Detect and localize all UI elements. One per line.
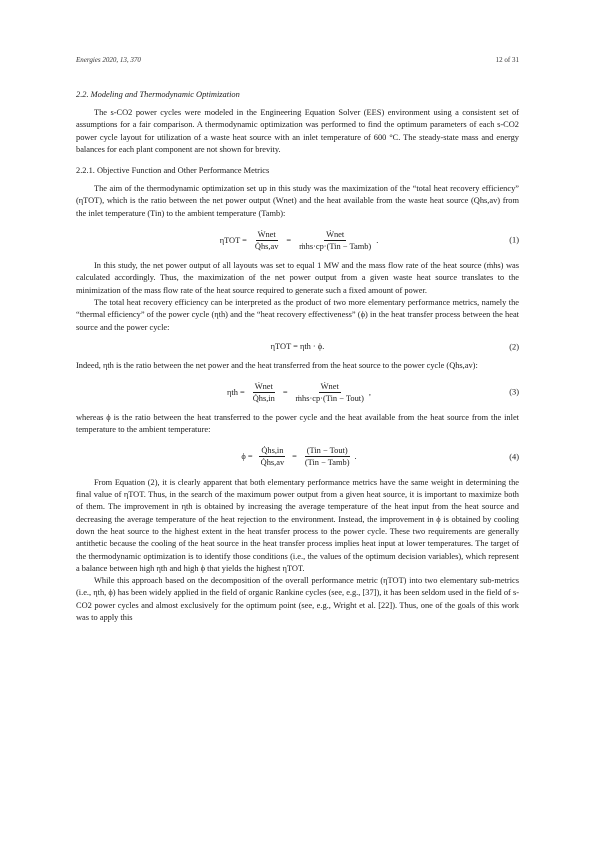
eq4-num1: Q̇hs,in [261, 446, 284, 456]
equation-2 [76, 336, 519, 358]
equation-4 [76, 439, 519, 475]
eq3-number: (3) [509, 387, 519, 397]
paragraph-effectiveness: whereas ϕ is the ratio between the heat transferred to the power cycle and the heat available from the heat source from the inlet temperature to the ambient temperature: [76, 413, 519, 435]
eq1-fraction-2 [297, 230, 373, 251]
paragraph-net-power: In this study, the net power output of all layouts was set to equal 1 MW and the mass flow rate of the heat source (ṁhs) was calculated accordingly. Thus, the maximization of the net power output from a given waste heat source translates to the minimization of the mass flow rate of the heat source required to generate such a fixed amount of power. [76, 261, 519, 295]
eq3-lhs: ηth = [226, 387, 245, 397]
eq1-den2: ṁhs·cp·(Tin − Tamb) [299, 241, 372, 251]
eq4-tail: . [354, 452, 357, 462]
page-number: 12 of 31 [495, 56, 519, 64]
eq1-fraction-1 [253, 230, 281, 251]
eq4-num2: (Tin − Tout) [306, 446, 348, 456]
eq1-num1: Ẇnet [257, 229, 276, 239]
eq3-den2: ṁhs·cp·(Tin − Tout) [295, 393, 364, 403]
running-header [76, 56, 519, 68]
paragraph-intro: The s-CO2 power cycles were modeled in the Engineering Equation Solver (EES) environment using a consistent set of assumptions for a fair comparison. A thermodynamic optimization was performed to find the optimum parameters of each s-CO2 power cycle layout for utilization of a waste heat source with an inlet temperature of 600 °C. The steady-state mass and energy balances for each plant component are not shown for brevity. [76, 108, 519, 154]
eq1-den1: Q̇hs,av [254, 241, 279, 251]
eq4-equals: = [292, 452, 297, 462]
page-body [76, 56, 519, 624]
paragraph-balance: From Equation (2), it is clearly apparent that both elementary performance metrics have the same weight in determining the final value of ηTOT. Thus, in the search of the maximum power output from a given heat source, it is important to maximize both of them. The improvement in ηth is obtained by increasing the average temperature of the heat input from the heat source and decreasing the average temperature of the heat rejection to the environment. Instead, the improvement in ϕ is obtained by cooling down the heat source to the highest extent in the heat transfer process to the power cycle. These two requirements are generally antithetic because the cooling of the heat source in the heat transfer process implies heat input at lower temperatures. The target of the thermodynamic optimization is to identify those conditions (i.e., the values of the optimum decision variables), which represent a balance between high ηth and high ϕ that yields the highest ηTOT. [76, 477, 519, 573]
eq1-equals: = [286, 235, 292, 245]
paragraph-approach: While this approach based on the decomposition of the overall performance metric (ηTOT) into two elementary sub-metrics (i.e., ηth, ϕ) has been widely applied in the field of organic Rankine cycles (see, e.g., [37]), it has been seldom used in the field of s-CO2 power cycles and almost exclusively for the optimum point (see, e.g., Wright et al. [22]). Thus, one of the goals of this work was to apply this [76, 576, 519, 623]
eq4-fraction-2 [303, 446, 352, 467]
eq3-den1: Q̇hs,in [252, 393, 275, 403]
eq4-fraction-1 [259, 446, 287, 467]
eq1-lhs: ηTOT = [219, 235, 247, 245]
eq1-tail: . [376, 235, 379, 245]
eq1-number: (1) [509, 235, 519, 245]
eq2-number: (2) [509, 342, 519, 352]
equation-1 [76, 222, 519, 258]
paragraph-objective: The aim of the thermodynamic optimization set up in this study was the maximization of the “total heat recovery efficiency” (ηTOT), which is the ratio between the net power output (Wnet) and the heat available from the waste heat source (Qhs,av) from the inlet temperature (Tin) to the ambient temperature (Tamb): [76, 184, 519, 218]
eq4-lhs: ϕ = [241, 452, 253, 462]
eq4-den1: Q̇hs,av [260, 458, 285, 468]
eq2-body: ηTOT = ηth · ϕ. [270, 342, 325, 352]
eq3-equals: = [282, 387, 288, 397]
eq1-num2: Ẇnet [326, 229, 345, 239]
equation-3 [76, 374, 519, 410]
section-title: 2.2. Modeling and Thermodynamic Optimization [76, 90, 240, 99]
paragraph-thermal-efficiency: Indeed, ηth is the ratio between the net power and the heat transferred from the heat source to the power cycle (Qhs,av): [76, 360, 478, 370]
eq3-num2: Ẇnet [320, 381, 339, 391]
journal-citation: Energies 2020, 13, 370 [76, 56, 141, 64]
paragraph-decomposition: The total heat recovery efficiency can be interpreted as the product of two more elementary performance metrics, namely the “thermal efficiency” of the power cycle (ηth) and the “heat recovery effectiveness” (ϕ) in the heat transfer process between the heat source and the power cycle: [76, 297, 519, 332]
eq3-fraction-1 [251, 382, 277, 403]
eq4-den2: (Tin − Tamb) [304, 458, 350, 468]
eq3-num1: Ẇnet [254, 381, 273, 391]
eq3-fraction-2 [294, 382, 366, 403]
eq4-number: (4) [509, 452, 519, 462]
eq3-tail: , [368, 387, 371, 397]
subsection-title: 2.2.1. Objective Function and Other Performance Metrics [76, 166, 270, 176]
